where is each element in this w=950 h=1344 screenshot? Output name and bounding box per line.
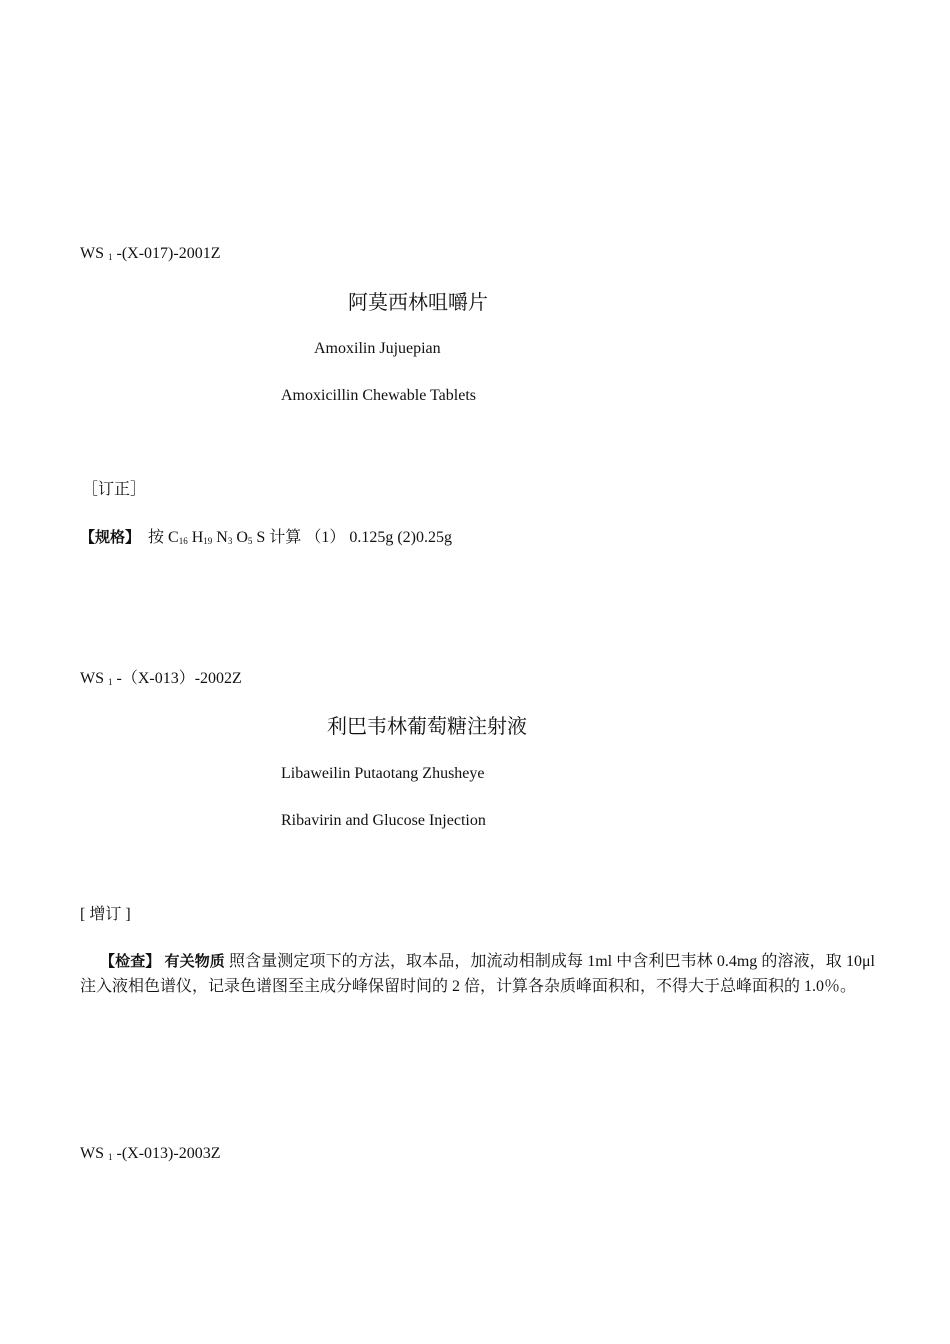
spec-values: （1） 0.125g (2)0.25g bbox=[305, 529, 452, 546]
section-label-1: ［订正］ bbox=[82, 481, 147, 498]
spec-calc: 计算 bbox=[269, 529, 302, 546]
title-cn-2: 利巴韦林葡萄糖注射液 bbox=[327, 714, 527, 738]
section-label-2: [ 增订 ] bbox=[80, 906, 131, 923]
standard-code-2: WS $_1$ -（X-013）-2002Z bbox=[80, 670, 242, 687]
standard-code-3: WS $_1$ -(X-013)-2003Z bbox=[80, 1145, 221, 1162]
spec-label: 【规格】 bbox=[80, 528, 141, 546]
spec-line bbox=[80, 527, 452, 551]
spec-by: 按 bbox=[148, 529, 165, 546]
english-name-1: Amoxicillin Chewable Tablets bbox=[281, 387, 476, 404]
check-text: 照含量测定项下的方法，取本品，加流动相制成每 1ml 中含利巴韦林 0.4mg 的溶液，取 10μl 注入液相色谱仪，记录色谱图至主成分峰保留时间的 2 倍，计算各杂质峰面积和，不得大于总峰面积的 1.0％。 bbox=[80, 953, 875, 995]
standard-code-1: WS $_1$ -(X-017)-2001Z bbox=[80, 245, 221, 262]
check-label: 【检查】 bbox=[100, 952, 161, 970]
title-cn-1: 阿莫西林咀嚼片 bbox=[348, 290, 488, 314]
molecular-formula: $C_{16}$ $H_{19}$ $N_3$ $O_5$ S bbox=[168, 529, 266, 546]
english-name-2: Ribavirin and Glucose Injection bbox=[281, 812, 486, 829]
pinyin-name-2: Libaweilin Putaotang Zhusheye bbox=[281, 765, 485, 782]
check-paragraph bbox=[80, 949, 875, 999]
pinyin-name-1: Amoxilin Jujuepian bbox=[314, 340, 441, 357]
check-item: 有关物质 bbox=[164, 952, 225, 970]
